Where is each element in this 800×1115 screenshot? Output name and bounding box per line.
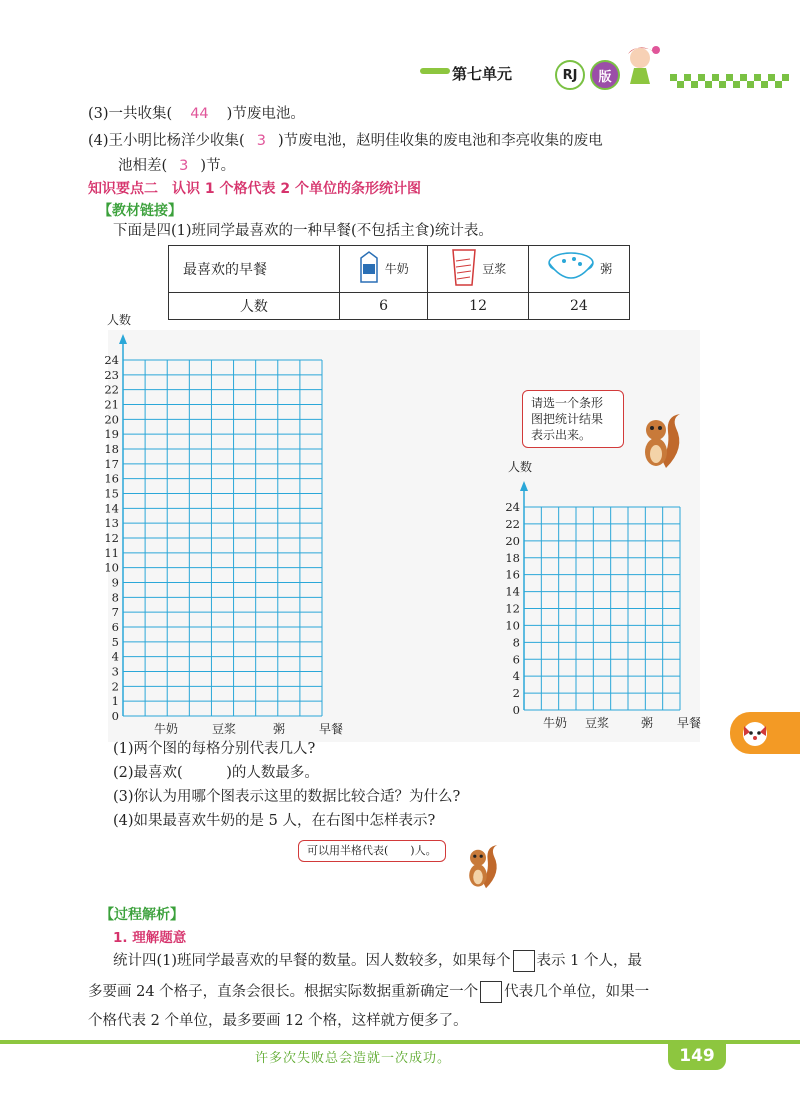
chart1-ytick-label: 13 xyxy=(104,516,119,531)
chart1-ytick-label: 0 xyxy=(111,709,119,723)
hint-bubble-2: 可以用半格代表( )人。 xyxy=(298,840,446,862)
question-4-line2: 池相差( 3 )节。 xyxy=(118,158,236,174)
table-count-label: 人数 xyxy=(169,293,340,320)
chart1-ytick-label: 6 xyxy=(111,620,119,634)
chart1-ytick-label: 7 xyxy=(111,605,119,620)
section-title: 知识要点二 认识 1 个格代表 2 个单位的条形统计图 xyxy=(88,181,421,197)
chart1-ytick-label: 11 xyxy=(104,545,119,560)
chart2-category-label: 牛奶 xyxy=(542,716,568,730)
chart1-category-label: 粥 xyxy=(272,722,286,736)
side-tab xyxy=(730,712,800,754)
chart1-ytick-label: 4 xyxy=(111,649,119,664)
chart1-ytick-label: 14 xyxy=(104,501,119,516)
chart1-ytick-label: 15 xyxy=(104,486,119,501)
analysis-step: 1. 理解题意 xyxy=(113,930,187,946)
chart1-ytick-label: 17 xyxy=(104,456,119,471)
blank-box xyxy=(513,950,535,972)
table-count-milk: 6 xyxy=(339,293,428,320)
chart1-ytick-label: 18 xyxy=(104,442,119,456)
hint-bubble xyxy=(522,390,624,448)
chart1-ytick-label: 21 xyxy=(104,397,119,412)
unit-title: 第七单元 xyxy=(452,65,513,83)
question-2: (2)最喜欢( )的人数最多。 xyxy=(113,765,319,781)
question-1: (1)两个图的每格分别代表几人? xyxy=(113,741,316,757)
analysis-line-1: 统计四(1)班同学最喜欢的早餐的数量。因人数较多，如果每个 表示 1 个人，最 xyxy=(113,950,642,972)
question-4-line1: (4)王小明比杨洋少收集( 3 )节废电池，赵明佳收集的废电池和李亮收集的废电 xyxy=(88,133,603,149)
hint-line-1: 请选一个条形 xyxy=(531,396,604,410)
table-item-soymilk: 豆浆 xyxy=(482,262,507,276)
chart1-ytick-label: 24 xyxy=(104,353,119,367)
chart1-ytick-label: 3 xyxy=(111,664,119,679)
table-item-milk: 牛奶 xyxy=(384,262,409,276)
chart2-ytick-label: 8 xyxy=(512,635,520,650)
chart2-ytick-label: 4 xyxy=(512,669,520,684)
chart2-ytick-label: 20 xyxy=(505,533,520,548)
table-header-label: 最喜欢的早餐 xyxy=(169,246,340,293)
chart2-ytick-label: 14 xyxy=(505,584,520,599)
question-4b: (4)如果最喜欢牛奶的是 5 人，在右图中怎样表示? xyxy=(113,813,436,829)
chart1-ytick-label: 9 xyxy=(111,575,119,590)
chart1-ytick-label: 12 xyxy=(104,531,119,545)
question-3b: (3)你认为用哪个图表示这里的数据比较合适？为什么? xyxy=(113,789,461,805)
squirrel-icon xyxy=(636,408,686,474)
chart1-ytick-label: 5 xyxy=(111,634,119,649)
chart1-ytick-label: 23 xyxy=(104,367,119,382)
chart2-ytick-label: 18 xyxy=(505,550,520,565)
chart2-xlabel: 早餐 xyxy=(676,716,702,730)
chart1-ytick-label: 1 xyxy=(111,694,119,709)
analysis-line-2: 多要画 24 个格子，直条会很长。根据实际数据重新确定一个 代表几个单位，如果一 xyxy=(88,981,649,1003)
chart1-ytick-label: 22 xyxy=(104,382,119,397)
chart1-category-label: 牛奶 xyxy=(153,722,179,736)
chart1-y-arrow xyxy=(119,334,127,344)
chart1-ytick-label: 10 xyxy=(104,560,119,575)
section-intro: 下面是四(1)班同学最喜欢的一种早餐(不包括主食)统计表。 xyxy=(113,223,493,239)
chart1-ylabel: 人数 xyxy=(107,313,132,327)
badge-rj: RJ xyxy=(555,60,585,90)
badge-version: 版 xyxy=(590,60,620,90)
chart2-category-label: 粥 xyxy=(640,716,654,730)
table-count-soymilk: 12 xyxy=(428,293,528,320)
chart2-ytick-label: 12 xyxy=(505,601,520,616)
squirrel-icon-2 xyxy=(462,838,502,896)
chart1-ytick-label: 20 xyxy=(104,412,119,427)
chart1-ytick-label: 2 xyxy=(111,679,119,694)
chart1-ytick-label: 16 xyxy=(104,471,119,486)
chart2-ytick-label: 0 xyxy=(512,703,520,717)
chart2-ytick-label: 24 xyxy=(505,500,520,514)
chart2-ylabel: 人数 xyxy=(508,460,533,474)
table-item-porridge: 粥 xyxy=(600,262,613,276)
chart2-ytick-label: 6 xyxy=(512,652,520,667)
footer-motto: 许多次失败总会造就一次成功。 xyxy=(255,1051,452,1066)
hint-line-2: 图把统计结果 xyxy=(531,412,604,426)
chart1-xlabel: 早餐 xyxy=(318,722,344,736)
chart2-category-label: 豆浆 xyxy=(584,716,610,730)
chart2-ytick-label: 2 xyxy=(512,686,520,701)
chart1-ytick-label: 19 xyxy=(104,427,119,442)
chart2-ytick-label: 22 xyxy=(505,516,520,531)
analysis-line-3: 个格代表 2 个单位，最多要画 12 个格，这样就方便多了。 xyxy=(88,1013,468,1029)
answer-q3: 44 xyxy=(190,106,209,122)
fox-icon xyxy=(740,718,770,752)
analysis-label: 【过程解析】 xyxy=(100,907,184,923)
answer-q4b: 3 xyxy=(179,158,189,174)
table-count-porridge: 24 xyxy=(528,293,629,320)
hint-line-3: 表示出来。 xyxy=(531,428,592,442)
chart2-ytick-label: 10 xyxy=(505,618,520,633)
answer-q4a: 3 xyxy=(256,133,266,149)
chart2-ytick-label: 16 xyxy=(505,567,520,582)
chart1-category-label: 豆浆 xyxy=(211,722,237,736)
blank-box xyxy=(480,981,502,1003)
chart2-y-arrow xyxy=(520,481,528,491)
textbook-link-label: 【教材链接】 xyxy=(98,203,182,219)
question-3: (3)一共收集( 44 )节废电池。 xyxy=(88,106,305,122)
chart1-ytick-label: 8 xyxy=(111,590,119,605)
page-number: 149 xyxy=(668,1042,726,1070)
